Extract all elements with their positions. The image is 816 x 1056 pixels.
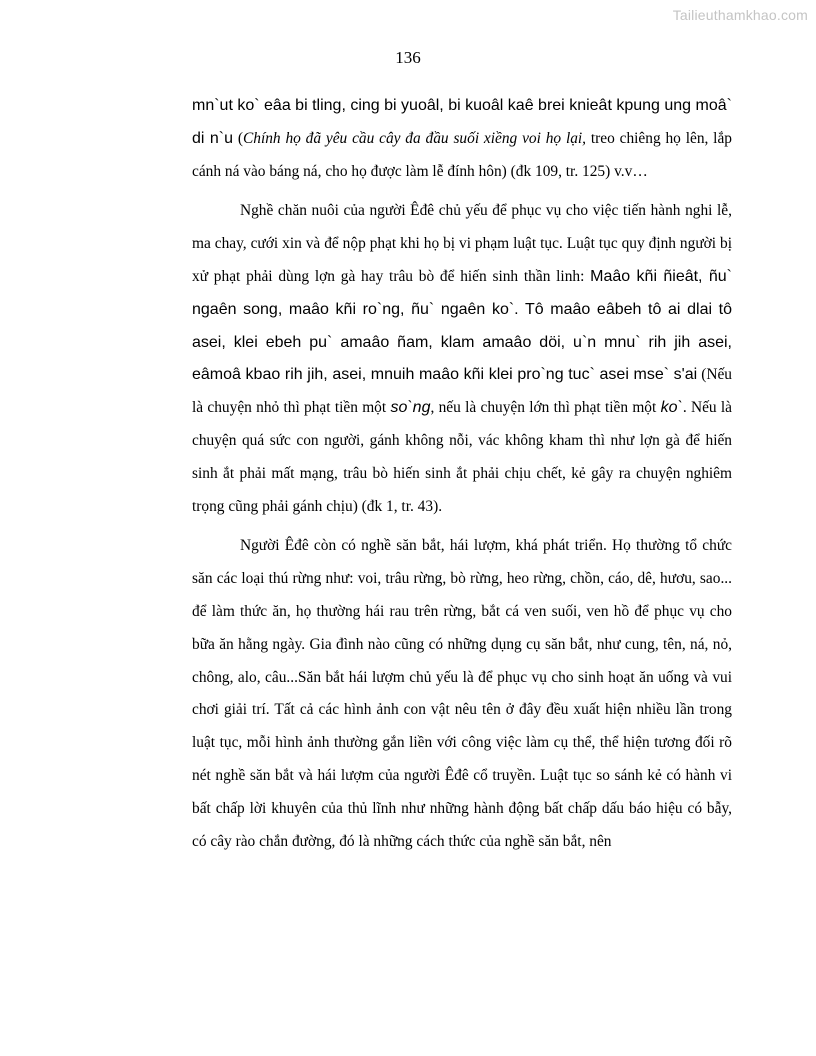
page-number: 136 (395, 48, 421, 67)
watermark: Tailieuthamkhao.com (672, 7, 808, 23)
text-run: , nếu là chuyện lớn thì phạt tiền một (430, 399, 661, 417)
text-run: ( (233, 129, 243, 147)
ede-term: so`ng (390, 399, 431, 417)
body-text (192, 90, 732, 865)
paragraph-1 (192, 90, 732, 188)
text-run: . Nếu là chuyện quá sức con người, gánh không nỗi, vác không kham thì như lợn gà để hiến sinh ắt phải mất mạng, trâu bò hiến sinh ắt phải chịu chết, kẻ gây ra chuyện nghiêm trọng cũng phải gánh chịu) (đk 1, tr. 43). (192, 399, 732, 515)
ede-quote: Maâo kñi ñieât, ñu` ngaên song, maâo kñi ro`ng, ñu` ngaên ko`. Tô maâo eâbeh tô ai dlai tô asei, klei ebeh pu` amaâo ñam, klam amaâo döi, u`n mnu` rih jih asei, eâmoâ kbao rih jih, asei, mnuih maâo kñi klei pro`ng tuc` asei mse` s'ai (192, 267, 732, 384)
paragraph-3: Người Êđê còn có nghề săn bắt, hái lượm, khá phát triển. Họ thường tổ chức săn các loại thú rừng như: voi, trâu rừng, bò rừng, heo rừng, chồn, cáo, dê, hươu, sao... để làm thức ăn, họ thường hái rau trên rừng, bắt cá ven suối, ven hồ để phục vụ cho bữa ăn hằng ngày. Gia đình nào cũng có những dụng cụ săn bắt, như cung, tên, ná, nỏ, chông, alo, câu...Săn bắt hái lượm chủ yếu là để phục vụ cho sinh hoạt ăn uống và vui chơi giải trí. Tất cả các hình ảnh con vật nêu tên ở đây đều xuất hiện nhiều lần trong luật tục, mỗi hình ảnh thường gắn liền với công việc làm cụ thể, thể hiện tương đối rõ nét nghề săn bắt và hái lượm của người Êđê cổ truyền. Luật tục so sánh kẻ có hành vi bất chấp lời khuyên của thủ lĩnh như những hành động bất chấp dấu báo hiệu có bẫy, có cây rào chắn đường, đó là những cách thức của nghề săn bắt, nên (192, 537, 732, 850)
ede-term: ko` (660, 399, 683, 417)
translation-italic: Chính họ đã yêu cầu cây đa đầu suối xiềng voi họ lại, (242, 129, 587, 147)
paragraph-2 (192, 195, 732, 523)
text-run: (Nếu là chuyện nhỏ thì phạt tiền một (192, 366, 732, 417)
ede-quote: mn`ut ko` eâa bi tling, cing bi yuoâl, bi kuoâl kaê brei knieât kpung ung moâ` di n`u (192, 97, 732, 147)
text-run: Nghề chăn nuôi của người Êđê chủ yếu để phục vụ cho việc tiến hành nghi lễ, ma chay, cưới xin và để nộp phạt khi họ bị vi phạm luật tục. Luật tục quy định người bị xử phạt phải dùng lợn gà hay trâu bò để hiến sinh thần linh: (192, 202, 732, 285)
text-run: treo chiêng họ lên, lắp cánh ná vào báng ná, cho họ được làm lễ đính hôn) (đk 109, tr. 125) v.v… (192, 129, 732, 180)
